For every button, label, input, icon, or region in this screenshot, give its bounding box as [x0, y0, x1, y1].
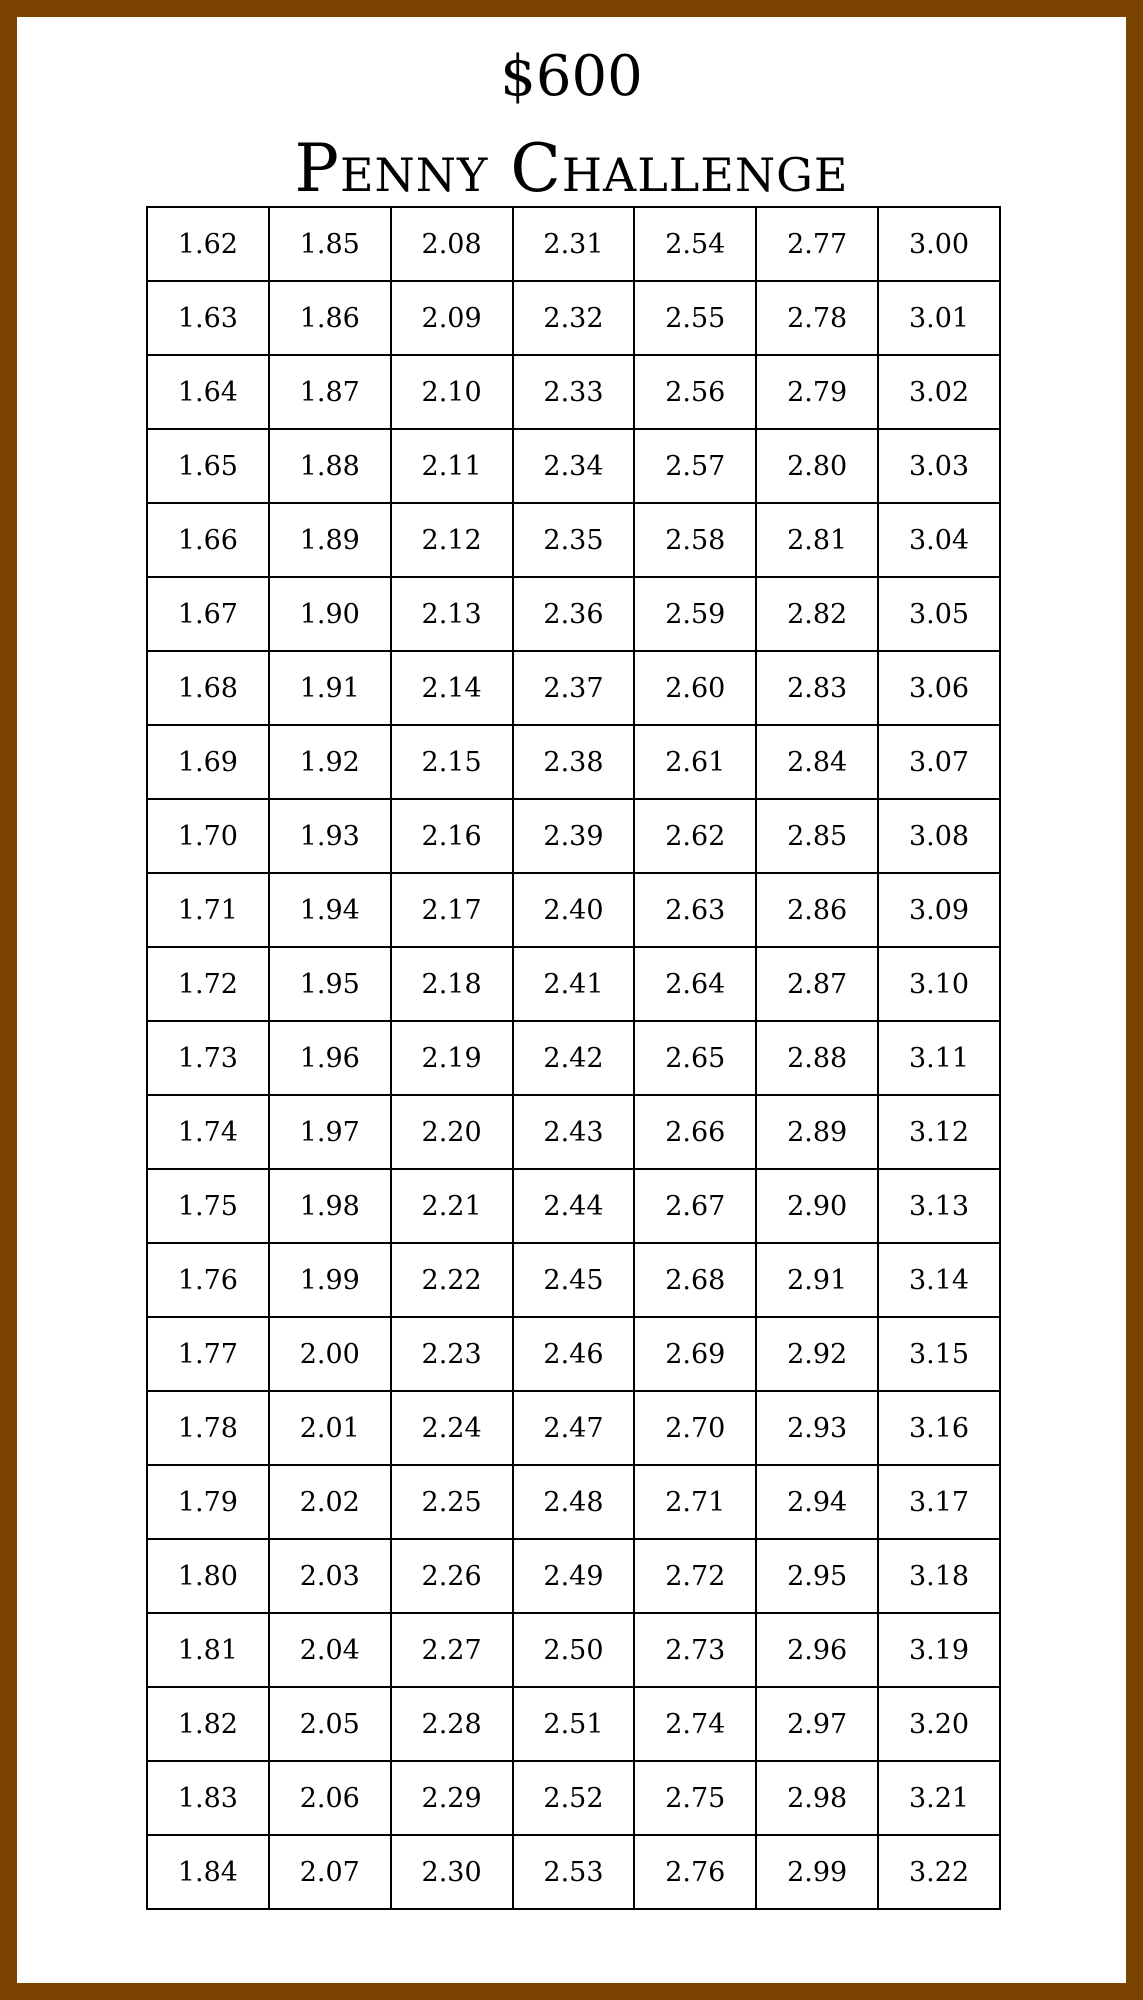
amount-cell[interactable]: 2.64	[634, 947, 756, 1021]
amount-cell[interactable]: 2.10	[391, 355, 513, 429]
amount-cell[interactable]: 2.80	[756, 429, 878, 503]
amount-cell[interactable]: 1.83	[147, 1761, 269, 1835]
table-row	[147, 947, 1000, 1021]
amount-cell[interactable]: 1.95	[269, 947, 391, 1021]
amount-cell[interactable]: 2.48	[513, 1465, 635, 1539]
table-row	[147, 1761, 1000, 1835]
amount-cell[interactable]: 2.89	[756, 1095, 878, 1169]
amount-cell[interactable]: 3.02	[878, 355, 1000, 429]
amount-cell[interactable]: 2.93	[756, 1391, 878, 1465]
amount-cell[interactable]: 2.54	[634, 207, 756, 281]
table-row	[147, 1243, 1000, 1317]
amount-cell[interactable]: 2.71	[634, 1465, 756, 1539]
amount-cell[interactable]: 1.76	[147, 1243, 269, 1317]
page-title: Penny Challenge	[294, 130, 849, 207]
amount-cell[interactable]: 2.26	[391, 1539, 513, 1613]
amount-cell[interactable]: 1.89	[269, 503, 391, 577]
amount-cell[interactable]: 1.64	[147, 355, 269, 429]
table-row	[147, 799, 1000, 873]
amount-cell[interactable]: 1.99	[269, 1243, 391, 1317]
table-row	[147, 207, 1000, 281]
amount-cell[interactable]: 3.21	[878, 1761, 1000, 1835]
amount-cell[interactable]: 2.50	[513, 1613, 635, 1687]
amount-cell[interactable]: 2.91	[756, 1243, 878, 1317]
amount-cell[interactable]: 1.78	[147, 1391, 269, 1465]
amount-cell[interactable]: 2.95	[756, 1539, 878, 1613]
amount-cell[interactable]: 2.65	[634, 1021, 756, 1095]
amount-cell[interactable]: 2.84	[756, 725, 878, 799]
amount-cell[interactable]: 3.20	[878, 1687, 1000, 1761]
amount-cell[interactable]: 2.57	[634, 429, 756, 503]
amount-cell[interactable]: 2.32	[513, 281, 635, 355]
amount-cell[interactable]: 2.34	[513, 429, 635, 503]
amount-cell[interactable]: 2.97	[756, 1687, 878, 1761]
amount-cell[interactable]: 2.12	[391, 503, 513, 577]
penny-grid-body	[147, 207, 1000, 1909]
amount-cell[interactable]: 1.80	[147, 1539, 269, 1613]
amount-cell[interactable]: 2.62	[634, 799, 756, 873]
amount-cell[interactable]: 2.76	[634, 1835, 756, 1909]
amount-cell[interactable]: 3.14	[878, 1243, 1000, 1317]
amount-cell[interactable]: 2.63	[634, 873, 756, 947]
amount-cell[interactable]: 3.05	[878, 577, 1000, 651]
amount-cell[interactable]: 2.68	[634, 1243, 756, 1317]
table-row	[147, 1539, 1000, 1613]
amount-cell[interactable]: 2.04	[269, 1613, 391, 1687]
amount-cell[interactable]: 2.94	[756, 1465, 878, 1539]
amount-cell[interactable]: 3.11	[878, 1021, 1000, 1095]
amount-cell[interactable]: 3.12	[878, 1095, 1000, 1169]
amount-cell[interactable]: 1.91	[269, 651, 391, 725]
table-row	[147, 1687, 1000, 1761]
amount-cell[interactable]: 2.05	[269, 1687, 391, 1761]
amount-cell[interactable]: 2.86	[756, 873, 878, 947]
amount-cell[interactable]: 2.72	[634, 1539, 756, 1613]
amount-cell[interactable]: 2.43	[513, 1095, 635, 1169]
amount-cell[interactable]: 2.35	[513, 503, 635, 577]
table-row	[147, 873, 1000, 947]
amount-cell[interactable]: 2.18	[391, 947, 513, 1021]
amount-cell[interactable]: 2.56	[634, 355, 756, 429]
goal-amount: $600	[500, 44, 643, 109]
amount-cell[interactable]: 1.98	[269, 1169, 391, 1243]
amount-cell[interactable]: 1.63	[147, 281, 269, 355]
amount-cell[interactable]: 1.74	[147, 1095, 269, 1169]
amount-cell[interactable]: 3.08	[878, 799, 1000, 873]
amount-cell[interactable]: 2.96	[756, 1613, 878, 1687]
amount-cell[interactable]: 2.08	[391, 207, 513, 281]
table-row	[147, 577, 1000, 651]
amount-cell[interactable]: 2.15	[391, 725, 513, 799]
amount-cell[interactable]: 1.90	[269, 577, 391, 651]
amount-cell[interactable]: 2.41	[513, 947, 635, 1021]
amount-cell[interactable]: 2.81	[756, 503, 878, 577]
amount-cell[interactable]: 2.85	[756, 799, 878, 873]
amount-cell[interactable]: 2.69	[634, 1317, 756, 1391]
amount-cell[interactable]: 2.45	[513, 1243, 635, 1317]
amount-cell[interactable]: 3.10	[878, 947, 1000, 1021]
amount-cell[interactable]: 1.72	[147, 947, 269, 1021]
amount-cell[interactable]: 3.15	[878, 1317, 1000, 1391]
amount-cell[interactable]: 2.78	[756, 281, 878, 355]
table-row	[147, 1169, 1000, 1243]
amount-cell[interactable]: 2.00	[269, 1317, 391, 1391]
amount-cell[interactable]: 1.79	[147, 1465, 269, 1539]
amount-cell[interactable]: 1.87	[269, 355, 391, 429]
amount-cell[interactable]: 2.28	[391, 1687, 513, 1761]
amount-cell[interactable]: 2.58	[634, 503, 756, 577]
amount-cell[interactable]: 2.23	[391, 1317, 513, 1391]
table-row	[147, 1391, 1000, 1465]
amount-cell[interactable]: 2.74	[634, 1687, 756, 1761]
amount-cell[interactable]: 2.46	[513, 1317, 635, 1391]
amount-cell[interactable]: 1.73	[147, 1021, 269, 1095]
amount-cell[interactable]: 2.82	[756, 577, 878, 651]
amount-cell[interactable]: 3.19	[878, 1613, 1000, 1687]
amount-cell[interactable]: 2.17	[391, 873, 513, 947]
challenge-sheet	[17, 17, 1126, 1983]
table-row	[147, 1095, 1000, 1169]
amount-cell[interactable]: 1.97	[269, 1095, 391, 1169]
amount-cell[interactable]: 2.11	[391, 429, 513, 503]
amount-cell[interactable]: 2.73	[634, 1613, 756, 1687]
amount-cell[interactable]: 2.16	[391, 799, 513, 873]
amount-cell[interactable]: 2.24	[391, 1391, 513, 1465]
table-row	[147, 651, 1000, 725]
amount-cell[interactable]: 2.77	[756, 207, 878, 281]
amount-cell[interactable]: 2.09	[391, 281, 513, 355]
amount-cell[interactable]: 1.81	[147, 1613, 269, 1687]
amount-cell[interactable]: 3.04	[878, 503, 1000, 577]
amount-cell[interactable]: 2.51	[513, 1687, 635, 1761]
amount-cell[interactable]: 3.17	[878, 1465, 1000, 1539]
amount-cell[interactable]: 2.20	[391, 1095, 513, 1169]
amount-cell[interactable]: 2.61	[634, 725, 756, 799]
amount-cell[interactable]: 1.69	[147, 725, 269, 799]
amount-cell[interactable]: 2.75	[634, 1761, 756, 1835]
amount-cell[interactable]: 1.94	[269, 873, 391, 947]
amount-cell[interactable]: 2.67	[634, 1169, 756, 1243]
amount-cell[interactable]: 2.19	[391, 1021, 513, 1095]
amount-cell[interactable]: 2.25	[391, 1465, 513, 1539]
amount-cell[interactable]: 2.53	[513, 1835, 635, 1909]
amount-cell[interactable]: 1.77	[147, 1317, 269, 1391]
amount-cell[interactable]: 1.82	[147, 1687, 269, 1761]
table-row	[147, 429, 1000, 503]
amount-cell[interactable]: 2.31	[513, 207, 635, 281]
amount-cell[interactable]: 3.06	[878, 651, 1000, 725]
table-row	[147, 1613, 1000, 1687]
amount-cell[interactable]: 2.27	[391, 1613, 513, 1687]
amount-cell[interactable]: 2.98	[756, 1761, 878, 1835]
amount-cell[interactable]: 1.93	[269, 799, 391, 873]
amount-cell[interactable]: 2.22	[391, 1243, 513, 1317]
amount-cell[interactable]: 2.07	[269, 1835, 391, 1909]
amount-cell[interactable]: 2.29	[391, 1761, 513, 1835]
amount-cell[interactable]: 2.40	[513, 873, 635, 947]
amount-cell[interactable]: 1.67	[147, 577, 269, 651]
amount-cell[interactable]: 1.75	[147, 1169, 269, 1243]
amount-cell[interactable]: 2.03	[269, 1539, 391, 1613]
amount-cell[interactable]: 1.86	[269, 281, 391, 355]
amount-cell[interactable]: 2.47	[513, 1391, 635, 1465]
amount-cell[interactable]: 2.83	[756, 651, 878, 725]
amount-cell[interactable]: 1.65	[147, 429, 269, 503]
table-row	[147, 1465, 1000, 1539]
amount-cell[interactable]: 1.88	[269, 429, 391, 503]
penny-grid	[146, 206, 1001, 1910]
amount-cell[interactable]: 3.00	[878, 207, 1000, 281]
amount-cell[interactable]: 2.49	[513, 1539, 635, 1613]
amount-cell[interactable]: 2.66	[634, 1095, 756, 1169]
amount-cell[interactable]: 1.92	[269, 725, 391, 799]
amount-cell[interactable]: 2.33	[513, 355, 635, 429]
amount-cell[interactable]: 2.42	[513, 1021, 635, 1095]
amount-cell[interactable]: 2.79	[756, 355, 878, 429]
amount-cell[interactable]: 2.60	[634, 651, 756, 725]
amount-cell[interactable]: 2.21	[391, 1169, 513, 1243]
amount-cell[interactable]: 3.13	[878, 1169, 1000, 1243]
amount-cell[interactable]: 3.03	[878, 429, 1000, 503]
amount-cell[interactable]: 3.01	[878, 281, 1000, 355]
amount-cell[interactable]: 2.90	[756, 1169, 878, 1243]
amount-cell[interactable]: 3.22	[878, 1835, 1000, 1909]
amount-cell[interactable]: 1.84	[147, 1835, 269, 1909]
amount-cell[interactable]: 2.55	[634, 281, 756, 355]
amount-cell[interactable]: 2.99	[756, 1835, 878, 1909]
table-row	[147, 281, 1000, 355]
amount-cell[interactable]: 2.39	[513, 799, 635, 873]
amount-cell[interactable]: 1.68	[147, 651, 269, 725]
amount-cell[interactable]: 2.37	[513, 651, 635, 725]
amount-cell[interactable]: 3.16	[878, 1391, 1000, 1465]
amount-cell[interactable]: 1.85	[269, 207, 391, 281]
amount-cell[interactable]: 2.87	[756, 947, 878, 1021]
amount-cell[interactable]: 2.38	[513, 725, 635, 799]
amount-cell[interactable]: 2.30	[391, 1835, 513, 1909]
amount-cell[interactable]: 2.02	[269, 1465, 391, 1539]
table-row	[147, 1021, 1000, 1095]
amount-cell[interactable]: 2.06	[269, 1761, 391, 1835]
amount-cell[interactable]: 1.62	[147, 207, 269, 281]
amount-cell[interactable]: 2.14	[391, 651, 513, 725]
amount-cell[interactable]: 2.59	[634, 577, 756, 651]
amount-cell[interactable]: 2.36	[513, 577, 635, 651]
amount-cell[interactable]: 1.71	[147, 873, 269, 947]
amount-cell[interactable]: 2.01	[269, 1391, 391, 1465]
amount-cell[interactable]: 3.09	[878, 873, 1000, 947]
amount-cell[interactable]: 3.18	[878, 1539, 1000, 1613]
amount-cell[interactable]: 2.70	[634, 1391, 756, 1465]
amount-cell[interactable]: 2.88	[756, 1021, 878, 1095]
table-row	[147, 503, 1000, 577]
amount-cell[interactable]: 2.13	[391, 577, 513, 651]
amount-cell[interactable]: 2.44	[513, 1169, 635, 1243]
amount-cell[interactable]: 1.66	[147, 503, 269, 577]
amount-cell[interactable]: 1.96	[269, 1021, 391, 1095]
amount-cell[interactable]: 3.07	[878, 725, 1000, 799]
amount-cell[interactable]: 1.70	[147, 799, 269, 873]
table-row	[147, 1835, 1000, 1909]
table-row	[147, 1317, 1000, 1391]
amount-cell[interactable]: 2.92	[756, 1317, 878, 1391]
table-row	[147, 355, 1000, 429]
amount-cell[interactable]: 2.52	[513, 1761, 635, 1835]
table-row	[147, 725, 1000, 799]
